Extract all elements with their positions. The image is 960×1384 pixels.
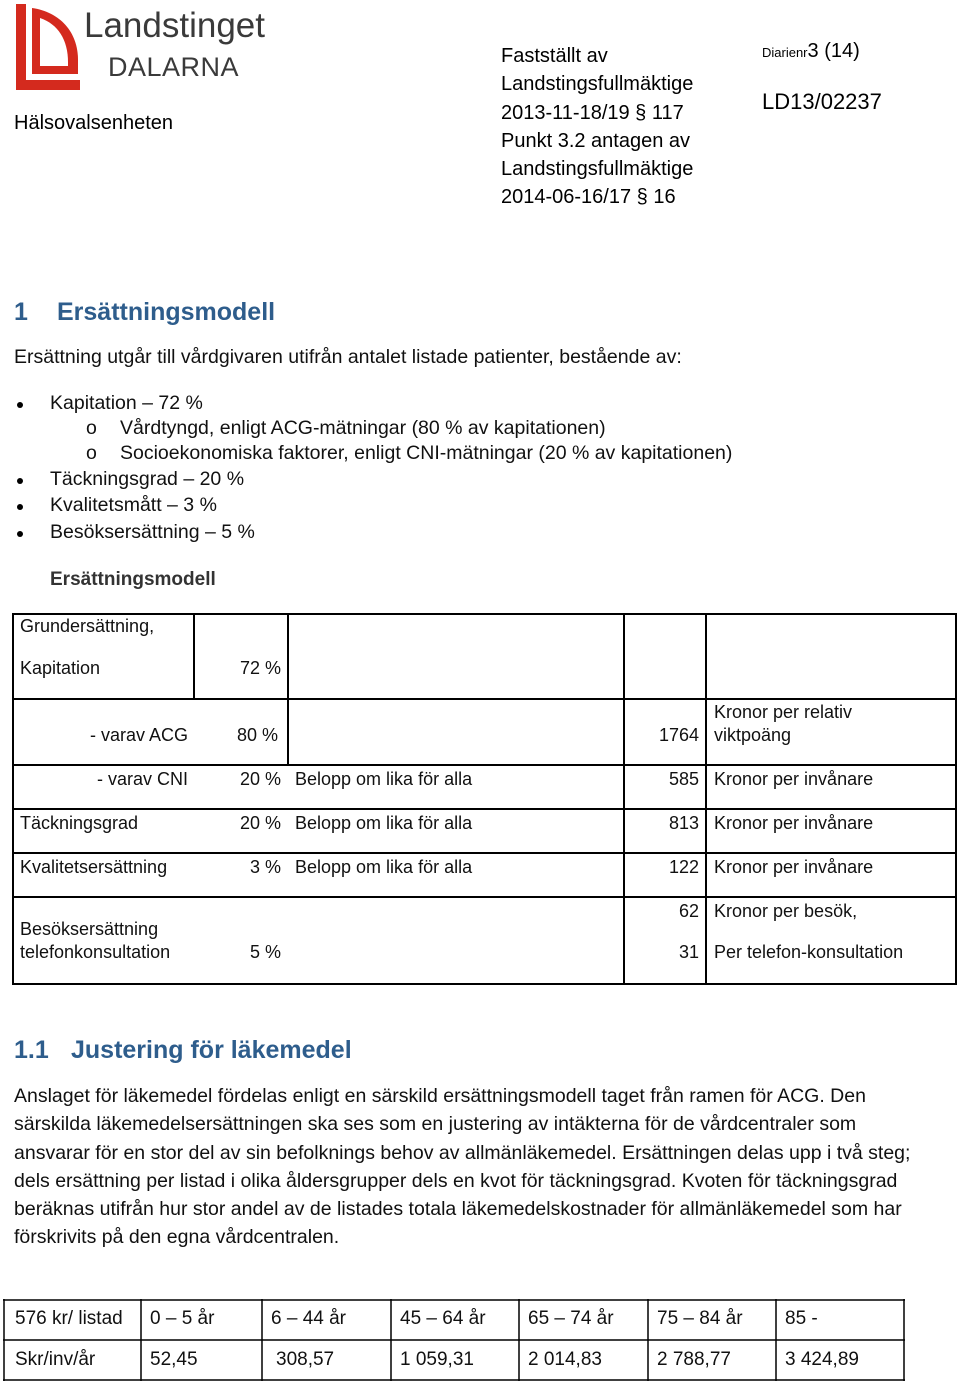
- page-number-block: [762, 40, 860, 63]
- bullet-icon: [17, 504, 23, 510]
- bullet-icon: [17, 402, 23, 408]
- table-cell: 72 %: [239, 658, 281, 678]
- compensation-table: [12, 613, 957, 985]
- bullet-item: Kapitation – 72 %: [50, 392, 203, 414]
- status-block: [501, 42, 693, 212]
- table-cell: 3 424,89: [785, 1349, 859, 1370]
- table-cell: Kapitation: [20, 658, 101, 678]
- table-header-cell: 45 – 64 år: [400, 1308, 486, 1329]
- unit-name: Hälsovalsenheten: [14, 112, 173, 134]
- bullet-item: Kvalitetsmått – 3 %: [50, 494, 217, 516]
- section-number: 1: [14, 298, 28, 326]
- page-number: 3 (14): [807, 40, 860, 62]
- table-cell: 31: [678, 942, 699, 962]
- table-cell: Skr/inv/år: [15, 1349, 96, 1370]
- section-heading: [14, 298, 275, 327]
- subsection-heading: [14, 1036, 352, 1065]
- table-header-cell: 0 – 5 år: [150, 1308, 215, 1329]
- landstinget-dalarna-logo: [14, 2, 265, 94]
- table-cell: - varav CNI: [96, 769, 188, 789]
- table-cell: 308,57: [276, 1349, 335, 1370]
- table-title: Ersättningsmodell: [50, 569, 216, 590]
- subsection-body: [14, 1082, 934, 1252]
- diarienr-value: LD13/02237: [762, 89, 882, 114]
- bullet-item: Täckningsgrad – 20 %: [50, 468, 245, 490]
- table-cell: 5 %: [249, 942, 281, 962]
- age-group-table: [3, 1299, 905, 1381]
- table-cell: 122: [668, 857, 699, 877]
- status-line: Punkt 3.2 antagen av: [501, 129, 691, 152]
- table-cell: Kvalitetsersättning: [20, 857, 168, 877]
- table-cell: Kronor per invånare: [714, 857, 874, 877]
- table-cell: 3 %: [249, 857, 281, 877]
- intro-paragraph: Ersättning utgår till vårdgivaren utifrån antalet listade patienter, bestående av:: [14, 346, 682, 368]
- table-cell: 1764: [658, 725, 699, 745]
- table-cell: 80 %: [237, 725, 279, 745]
- sub-bullet-item: Vårdtyngd, enligt ACG-mätningar (80 % av kapitationen): [120, 417, 606, 439]
- table-cell: Belopp om lika för alla: [295, 769, 473, 789]
- table-header-cell: 85 -: [785, 1308, 818, 1329]
- table-cell: 2 014,83: [528, 1349, 602, 1370]
- sub-bullet-marker: o: [86, 417, 97, 439]
- table-cell: telefonkonsultation: [20, 942, 171, 962]
- bullet-icon: [17, 531, 23, 537]
- table-cell: Grundersättning,: [20, 616, 155, 636]
- table-header-cell: 75 – 84 år: [657, 1308, 743, 1329]
- table-cell: 813: [668, 813, 699, 833]
- sub-bullet-marker: o: [86, 442, 97, 464]
- table-cell: 20 %: [239, 813, 281, 833]
- diarienr-label: Diarienr: [762, 45, 808, 60]
- table-header-cell: 65 – 74 år: [528, 1308, 614, 1329]
- table-cell: - varav ACG: [89, 725, 188, 745]
- table-cell: 1 059,31: [400, 1349, 474, 1370]
- logo-mark-icon: [14, 2, 84, 92]
- subsection-title: Justering för läkemedel: [71, 1036, 352, 1064]
- subsection-number: 1.1: [14, 1036, 49, 1064]
- table-cell: Kronor per invånare: [714, 813, 874, 833]
- section-title: Ersättningsmodell: [57, 298, 276, 326]
- table-cell: 2 788,77: [657, 1349, 731, 1370]
- table-cell: Täckningsgrad: [20, 813, 139, 833]
- bullet-item: Besöksersättning – 5 %: [50, 521, 255, 543]
- status-line: Landstingsfullmäktige: [501, 73, 694, 96]
- table-cell: Kronor per invånare: [714, 769, 874, 789]
- status-line: 2013-11-18/19 § 117: [501, 101, 684, 124]
- table-cell: Kronor per besök,: [714, 901, 858, 921]
- table-cell: Per telefon-konsultation: [714, 942, 904, 962]
- sub-bullet-item: Socioekonomiska faktorer, enligt CNI-mätningar (20 % av kapitationen): [120, 442, 733, 464]
- table-cell: viktpoäng: [714, 725, 792, 745]
- table-cell: Belopp om lika för alla: [295, 813, 473, 833]
- status-line: Landstingsfullmäktige: [501, 158, 694, 181]
- table-cell: 20 %: [239, 769, 281, 789]
- table-header-cell: 6 – 44 år: [271, 1308, 346, 1329]
- body-paragraph: Anslaget för läkemedel fördelas enligt en särskild ersättningsmodell taget från ramen för ACG. Den särskilda läkemedelsersättningen ska ses som en justering av intäkterna för de vårdcentraler som ansvarar för en stor del av sin befolknings behov av allmänläkemedel. Ersättningen delas upp i två steg; dels ersättning per listad i olika åldersgrupper dels en kvot för täckningsgrad. Kvoten för täckningsgrad beräknas utifrån hur stor andel av de listades totala läkemedelskostnader för allmänläkemedel som har förskrivits på den egna vårdcentralen.: [14, 1085, 911, 1249]
- table-cell: Belopp om lika för alla: [295, 857, 473, 877]
- status-line: 2014-06-16/17 § 16: [501, 186, 676, 209]
- table-header-cell: 576 kr/ listad: [15, 1308, 123, 1329]
- table-cell: 62: [678, 901, 699, 921]
- table-cell: Besöksersättning: [20, 919, 159, 939]
- table-cell: Kronor per relativ: [714, 702, 853, 722]
- logo-line2: DALARNA: [108, 52, 240, 82]
- logo-line1: Landstinget: [84, 6, 265, 45]
- table-cell: 52,45: [150, 1349, 198, 1370]
- bullet-icon: [17, 478, 23, 484]
- status-line: Fastställt av: [501, 45, 608, 67]
- table-cell: 585: [668, 769, 699, 789]
